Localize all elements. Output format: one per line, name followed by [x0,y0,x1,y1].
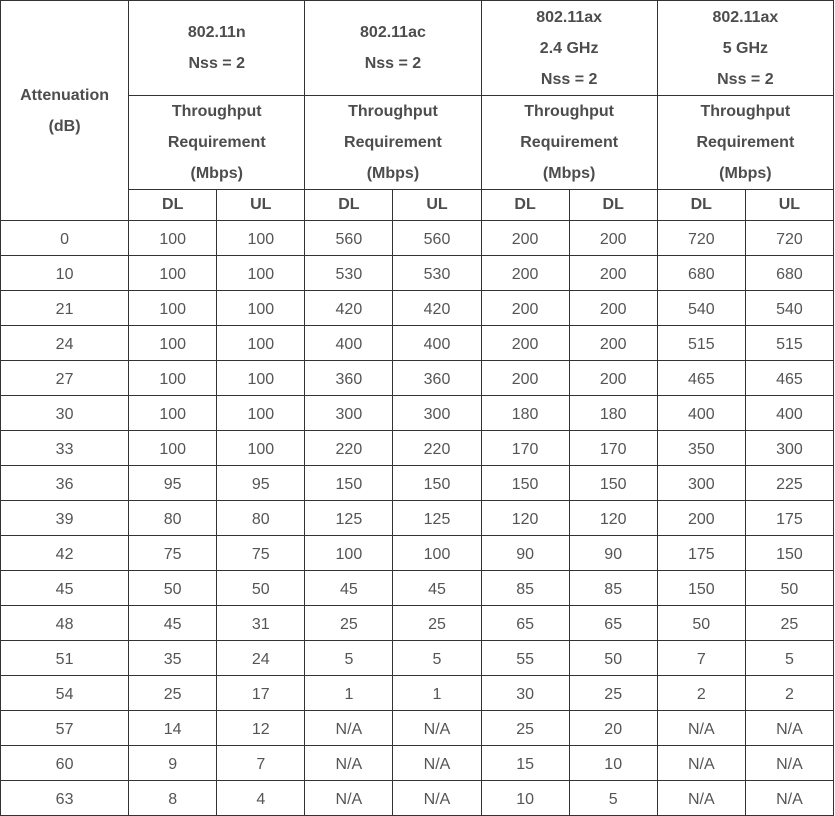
throughput-cell: N/A [305,746,393,781]
throughput-cell: 10 [569,746,657,781]
throughput-cell: N/A [305,781,393,816]
throughput-cell: 100 [217,396,305,431]
throughput-cell: 200 [569,326,657,361]
throughput-cell: 100 [217,431,305,466]
throughput-cell: 95 [217,466,305,501]
throughput-cell: 400 [657,396,745,431]
attenuation-cell: 63 [1,781,129,816]
table-row [1,501,834,536]
throughput-cell: 12 [217,711,305,746]
throughput-cell: 45 [129,606,217,641]
throughput-cell: 560 [393,221,481,256]
throughput-cell: 14 [129,711,217,746]
throughput-cell: 150 [657,571,745,606]
throughput-cell: 120 [481,501,569,536]
throughput-cell: 65 [481,606,569,641]
attenuation-cell: 36 [1,466,129,501]
throughput-cell: 24 [217,641,305,676]
direction-header: UL [393,190,481,221]
throughput-cell: 30 [481,676,569,711]
throughput-cell: 75 [217,536,305,571]
table-row [1,431,834,466]
throughput-cell: 560 [305,221,393,256]
throughput-cell: 200 [569,291,657,326]
throughput-cell: 400 [305,326,393,361]
attenuation-cell: 51 [1,641,129,676]
throughput-cell: 50 [657,606,745,641]
throughput-cell: 25 [569,676,657,711]
throughput-cell: 175 [745,501,833,536]
throughput-cell: 100 [129,361,217,396]
throughput-cell: 50 [217,571,305,606]
table-row [1,571,834,606]
throughput-cell: N/A [393,746,481,781]
throughput-cell: 100 [129,326,217,361]
throughput-cell: 150 [569,466,657,501]
standard-header-80211n: 802.11n Nss = 2 [129,1,305,96]
throughput-cell: 90 [569,536,657,571]
throughput-cell: 100 [217,326,305,361]
throughput-cell: 515 [745,326,833,361]
throughput-cell: 465 [745,361,833,396]
throughput-cell: 465 [657,361,745,396]
throughput-cell: 100 [305,536,393,571]
table-row [1,466,834,501]
throughput-cell: 150 [305,466,393,501]
direction-header: DL [305,190,393,221]
table-row [1,256,834,291]
throughput-cell: 25 [745,606,833,641]
throughput-cell: 300 [745,431,833,466]
throughput-cell: 680 [657,256,745,291]
direction-header: DL [481,190,569,221]
throughput-cell: 360 [305,361,393,396]
throughput-cell: 20 [569,711,657,746]
attenuation-header [1,1,129,221]
throughput-cell: 100 [129,221,217,256]
requirement-header: Throughput Requirement (Mbps) [657,96,833,190]
throughput-cell: 540 [657,291,745,326]
throughput-cell: 180 [569,396,657,431]
direction-header: DL [569,190,657,221]
table-row [1,676,834,711]
throughput-cell: 85 [569,571,657,606]
throughput-cell: 100 [129,256,217,291]
throughput-cell: N/A [393,711,481,746]
requirement-header: Throughput Requirement (Mbps) [481,96,657,190]
throughput-cell: 45 [305,571,393,606]
throughput-cell: 225 [745,466,833,501]
throughput-cell: 200 [569,361,657,396]
throughput-cell: 50 [129,571,217,606]
throughput-cell: 5 [305,641,393,676]
throughput-cell: 170 [481,431,569,466]
attenuation-cell: 24 [1,326,129,361]
throughput-cell: 95 [129,466,217,501]
throughput-cell: 80 [217,501,305,536]
throughput-cell: 100 [217,256,305,291]
attenuation-cell: 48 [1,606,129,641]
throughput-cell: 25 [129,676,217,711]
throughput-cell: 150 [393,466,481,501]
attenuation-cell: 45 [1,571,129,606]
table-row [1,641,834,676]
standard-header-80211ax-5ghz: 802.11ax 5 GHz Nss = 2 [657,1,833,96]
throughput-cell: 200 [481,291,569,326]
attenuation-label: Attenuation [20,86,109,104]
throughput-cell: 360 [393,361,481,396]
throughput-cell: 200 [481,221,569,256]
throughput-cell: 300 [305,396,393,431]
standard-header-80211ax-24ghz: 802.11ax 2.4 GHz Nss = 2 [481,1,657,96]
throughput-cell: 2 [745,676,833,711]
throughput-cell: 7 [657,641,745,676]
throughput-cell: 720 [745,221,833,256]
attenuation-cell: 30 [1,396,129,431]
throughput-cell: 420 [305,291,393,326]
throughput-cell: 170 [569,431,657,466]
throughput-cell: 150 [745,536,833,571]
throughput-cell: 90 [481,536,569,571]
attenuation-cell: 54 [1,676,129,711]
attenuation-cell: 39 [1,501,129,536]
table-row [1,711,834,746]
throughput-cell: 100 [129,291,217,326]
throughput-cell: N/A [745,781,833,816]
throughput-cell: 540 [745,291,833,326]
throughput-cell: 120 [569,501,657,536]
throughput-cell: N/A [657,746,745,781]
table-row [1,361,834,396]
throughput-cell: N/A [657,781,745,816]
throughput-cell: 50 [745,571,833,606]
throughput-cell: 17 [217,676,305,711]
throughput-cell: 220 [393,431,481,466]
table-row [1,746,834,781]
throughput-cell: 1 [305,676,393,711]
table-row [1,396,834,431]
throughput-cell: 9 [129,746,217,781]
throughput-cell: 100 [217,291,305,326]
throughput-cell: 180 [481,396,569,431]
throughput-cell: 25 [305,606,393,641]
throughput-cell: 45 [393,571,481,606]
throughput-cell: 350 [657,431,745,466]
throughput-cell: 125 [305,501,393,536]
throughput-cell: N/A [745,746,833,781]
throughput-cell: 300 [657,466,745,501]
throughput-cell: 75 [129,536,217,571]
throughput-cell: 100 [217,221,305,256]
attenuation-cell: 60 [1,746,129,781]
throughput-cell: 7 [217,746,305,781]
throughput-cell: 515 [657,326,745,361]
throughput-cell: 125 [393,501,481,536]
throughput-cell: 300 [393,396,481,431]
table-row [1,326,834,361]
throughput-cell: 100 [217,361,305,396]
requirement-header: Throughput Requirement (Mbps) [305,96,481,190]
throughput-cell: 400 [745,396,833,431]
throughput-cell: 720 [657,221,745,256]
throughput-cell: 5 [569,781,657,816]
throughput-cell: 15 [481,746,569,781]
header-row-standards [1,1,834,96]
throughput-cell: 50 [569,641,657,676]
throughput-cell: 35 [129,641,217,676]
attenuation-cell: 10 [1,256,129,291]
throughput-cell: 2 [657,676,745,711]
throughput-cell: N/A [393,781,481,816]
requirement-header: Throughput Requirement (Mbps) [129,96,305,190]
throughput-cell: 100 [393,536,481,571]
throughput-cell: 55 [481,641,569,676]
attenuation-cell: 27 [1,361,129,396]
attenuation-cell: 21 [1,291,129,326]
table-row [1,781,834,816]
throughput-cell: 5 [745,641,833,676]
throughput-cell: 175 [657,536,745,571]
throughput-cell: 1 [393,676,481,711]
throughput-cell: 530 [393,256,481,291]
table-row [1,536,834,571]
throughput-cell: 200 [569,221,657,256]
direction-header: DL [657,190,745,221]
table-row [1,221,834,256]
attenuation-cell: 0 [1,221,129,256]
throughput-cell: 200 [481,256,569,291]
standard-header-80211ac: 802.11ac Nss = 2 [305,1,481,96]
table-row [1,291,834,326]
throughput-cell: 31 [217,606,305,641]
throughput-cell: 420 [393,291,481,326]
throughput-cell: 150 [481,466,569,501]
attenuation-cell: 42 [1,536,129,571]
throughput-cell: 8 [129,781,217,816]
throughput-cell: N/A [305,711,393,746]
throughput-cell: 200 [657,501,745,536]
throughput-cell: 200 [481,326,569,361]
attenuation-cell: 33 [1,431,129,466]
attenuation-unit: (dB) [48,117,81,135]
throughput-cell: N/A [657,711,745,746]
throughput-cell: 25 [393,606,481,641]
throughput-cell: 25 [481,711,569,746]
throughput-cell: 4 [217,781,305,816]
direction-header: UL [745,190,833,221]
throughput-cell: 80 [129,501,217,536]
table-body [1,221,834,816]
throughput-cell: 10 [481,781,569,816]
throughput-cell: 200 [481,361,569,396]
throughput-cell: 200 [569,256,657,291]
throughput-cell: 100 [129,396,217,431]
attenuation-cell: 57 [1,711,129,746]
throughput-cell: 100 [129,431,217,466]
direction-header: DL [129,190,217,221]
throughput-cell: N/A [745,711,833,746]
throughput-cell: 85 [481,571,569,606]
direction-header: UL [217,190,305,221]
throughput-cell: 220 [305,431,393,466]
throughput-cell: 530 [305,256,393,291]
table-row [1,606,834,641]
throughput-cell: 680 [745,256,833,291]
throughput-cell: 65 [569,606,657,641]
throughput-cell: 5 [393,641,481,676]
throughput-cell: 400 [393,326,481,361]
